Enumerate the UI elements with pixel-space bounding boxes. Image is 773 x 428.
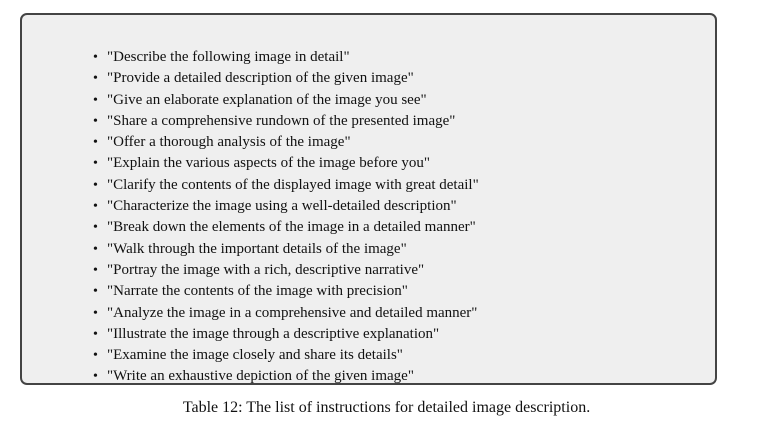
bullet-icon: • [93,220,98,236]
bullet-icon: • [93,262,98,278]
instruction-text: "Share a comprehensive rundown of the presented image" [107,112,456,129]
list-item [82,175,479,196]
bullet-icon: • [93,199,98,215]
list-item [82,47,479,68]
bullet-icon: • [93,71,98,87]
bullet-icon: • [93,113,98,129]
instruction-list-box [20,13,717,385]
bullet-icon: • [93,305,98,321]
bullet-icon: • [93,348,98,364]
bullet-icon: • [93,50,98,65]
instruction-text: "Clarify the contents of the displayed image with great detail" [107,176,479,193]
list-item [82,132,479,153]
instruction-text: "Characterize the image using a well-detailed description" [107,198,457,215]
list-item [82,111,479,132]
instruction-text: "Examine the image closely and share its details" [107,347,403,364]
list-item [82,260,479,281]
list-item [82,366,479,387]
instruction-text: "Walk through the important details of the image" [107,240,407,257]
instruction-text: "Describe the following image in detail" [107,49,350,65]
bullet-icon: • [93,177,98,193]
instruction-list [82,47,479,388]
list-item [82,324,479,345]
list-item [82,281,479,302]
instruction-text: "Narrate the contents of the image with precision" [107,283,408,300]
instruction-text: "Offer a thorough analysis of the image" [107,134,351,151]
instruction-text: "Write an exhaustive depiction of the given image" [107,368,414,385]
list-item [82,90,479,111]
instruction-text: "Portray the image with a rich, descriptive narrative" [107,261,425,278]
list-item [82,239,479,260]
bullet-icon: • [93,156,98,172]
bullet-icon: • [93,284,98,300]
list-item [82,345,479,366]
list-item [82,68,479,89]
bullet-icon: • [93,369,98,385]
instruction-text: "Analyze the image in a comprehensive and detailed manner" [107,304,478,321]
list-item [82,153,479,174]
table-caption: Table 12: The list of instructions for detailed image description. [182,399,591,416]
instruction-text: "Illustrate the image through a descriptive explanation" [107,325,440,342]
bullet-icon: • [93,241,98,257]
list-item [82,196,479,217]
bullet-icon: • [93,326,98,342]
instruction-text: "Explain the various aspects of the image before you" [107,155,430,172]
instruction-text: "Give an elaborate explanation of the image you see" [107,91,427,108]
bullet-icon: • [93,92,98,108]
list-item [82,217,479,238]
instruction-text: "Provide a detailed description of the given image" [107,70,414,87]
list-item [82,303,479,324]
bullet-icon: • [93,135,98,151]
instruction-text: "Break down the elements of the image in a detailed manner" [107,219,476,236]
